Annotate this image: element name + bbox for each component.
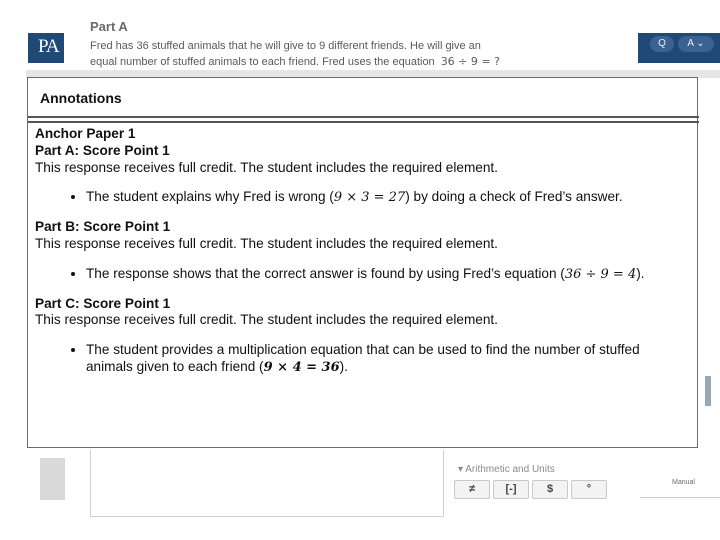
bullet-text: The student provides a multiplication equation that can be used to find the number of stuffed animals given to each friend (: [86, 342, 640, 374]
divider-line: [640, 497, 720, 498]
math-expression: 9 × 4 = 36: [263, 359, 340, 375]
part-c-annotation: [35, 296, 690, 377]
part-b-annotation: [35, 219, 690, 283]
problem-text: [90, 39, 635, 70]
bullet-list: [35, 266, 690, 284]
part-a-heading: Part A: [90, 19, 128, 34]
problem-equation: 36 ÷ 9 = ?: [440, 55, 500, 68]
title-rule-top: [28, 116, 699, 118]
bullet-text: The student explains why Fred is wrong (: [86, 189, 334, 205]
background-lower-area: [0, 450, 720, 540]
side-panel-block: [40, 458, 65, 500]
bullet-text: ).: [636, 265, 645, 281]
problem-line-1: Fred has 36 stuffed animals that he will give to 9 different friends. He will give an: [90, 40, 481, 52]
manual-link[interactable]: Manual: [672, 479, 695, 486]
part-a-annotation: [35, 143, 690, 207]
annotations-dialog: [27, 77, 698, 448]
background-header: [0, 0, 720, 78]
bullet-item: [86, 189, 690, 207]
answer-input-box[interactable]: [90, 450, 444, 517]
dialog-title: Annotations: [40, 90, 122, 106]
brand-logo: PA: [38, 36, 59, 57]
section-summary: This response receives full credit. The student includes the required element.: [35, 159, 498, 175]
annotation-content: [35, 126, 690, 389]
search-icon[interactable]: Q: [650, 36, 674, 52]
bullet-text: ) by doing a check of Fred’s answer.: [405, 189, 623, 205]
problem-line-2-text: equal number of stuffed animals to each friend. Fred uses the equation: [90, 56, 435, 68]
bullet-item: [86, 266, 690, 284]
section-title: Part A: Score Point 1: [35, 142, 170, 158]
title-rule-bottom: [28, 121, 699, 123]
scroll-marker: [705, 376, 711, 406]
bullet-text: ).: [339, 358, 348, 374]
degree-button[interactable]: °: [571, 480, 607, 499]
math-expression: 9 × 3 = 27: [333, 190, 406, 206]
absolute-value-button[interactable]: [-]: [493, 480, 529, 499]
section-title: Part C: Score Point 1: [35, 295, 171, 311]
arithmetic-units-toggle[interactable]: ▾ Arithmetic and Units: [458, 464, 555, 475]
section-title: Part B: Score Point 1: [35, 219, 171, 235]
section-summary: This response receives full credit. The student includes the required element.: [35, 312, 498, 328]
bullet-text: The response shows that the correct answer is found by using Fred’s equation (: [86, 265, 565, 281]
math-expression: 36 ÷ 9 = 4: [564, 266, 637, 282]
section-summary: This response receives full credit. The student includes the required element.: [35, 235, 498, 251]
anchor-paper-title: Anchor Paper 1: [35, 126, 136, 141]
not-equal-button[interactable]: ≠: [454, 480, 490, 499]
bullet-item: [86, 342, 690, 377]
bullet-list: [35, 342, 690, 377]
user-menu-icon[interactable]: A ⌄: [678, 36, 714, 52]
problem-line-2: [90, 54, 635, 70]
dollar-button[interactable]: $: [532, 480, 568, 499]
bullet-list: [35, 189, 690, 207]
